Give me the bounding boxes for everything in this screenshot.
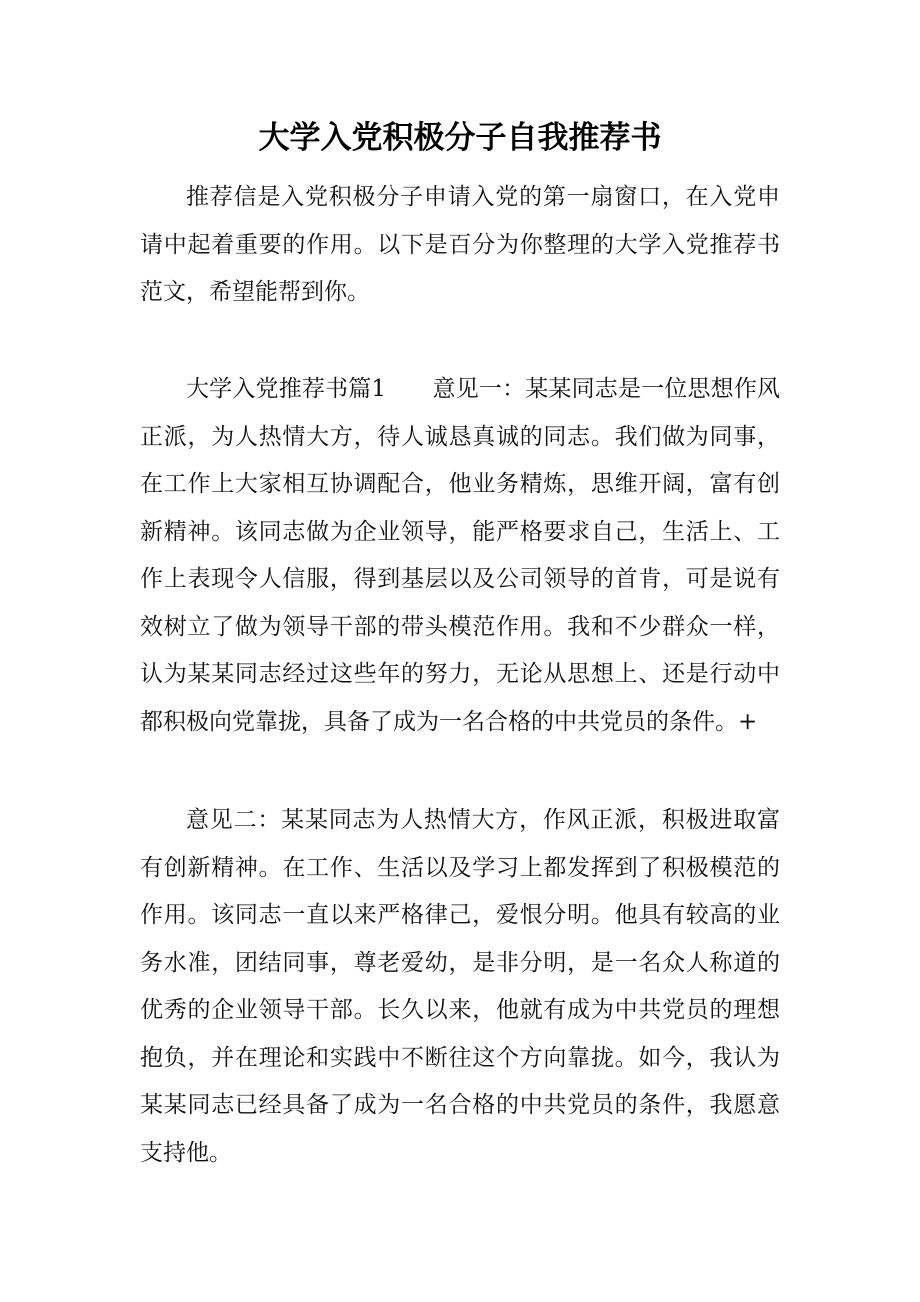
document-title: 大学入党积极分子自我推荐书 bbox=[258, 120, 662, 156]
opinion-one-paragraph: 大学入党推荐书篇1 意见一：某某同志是一位思想作风正派，为人热情大方，待人诚恳真诚的同志。我们做为同事，在工作上大家相互协调配合，他业务精炼，思维开阔，富有创新精神。该同志做为企业领导，能严格要求自己，生活上、工作上表现令人信服，得到基层以及公司领导的首肯，可是说有效树立了做为领导干部的带头模范作用。我和不少群众一样，认为某某同志经过这些年的努力，无论从思想上、还是行动中都积极向党靠拢，具备了成为一名合格的中共党员的条件。+ bbox=[140, 376, 780, 735]
section-two-block bbox=[140, 797, 780, 1177]
opinion-two-paragraph: 意见二：某某同志为人热情大方，作风正派，积极进取富有创新精神。在工作、生活以及学习上都发挥到了积极模范的作用。该同志一直以来严格律己，爱恨分明。他具有较高的业务水准，团结同事，尊老爱幼，是非分明，是一名众人称道的优秀的企业领导干部。长久以来，他就有成为中共党员的理想抱负，并在理论和实践中不断往这个方向靠拢。如今，我认为某某同志已经具备了成为一名合格的中共党员的条件，我愿意支持他。 bbox=[140, 807, 780, 1166]
intro-paragraph: 推荐信是入党积极分子申请入党的第一扇窗口，在入党申请中起着重要的作用。以下是百分为你整理的大学入党推荐书范文，希望能帮到你。 bbox=[140, 184, 780, 305]
intro-block bbox=[140, 174, 780, 317]
section-one-block bbox=[140, 366, 780, 746]
